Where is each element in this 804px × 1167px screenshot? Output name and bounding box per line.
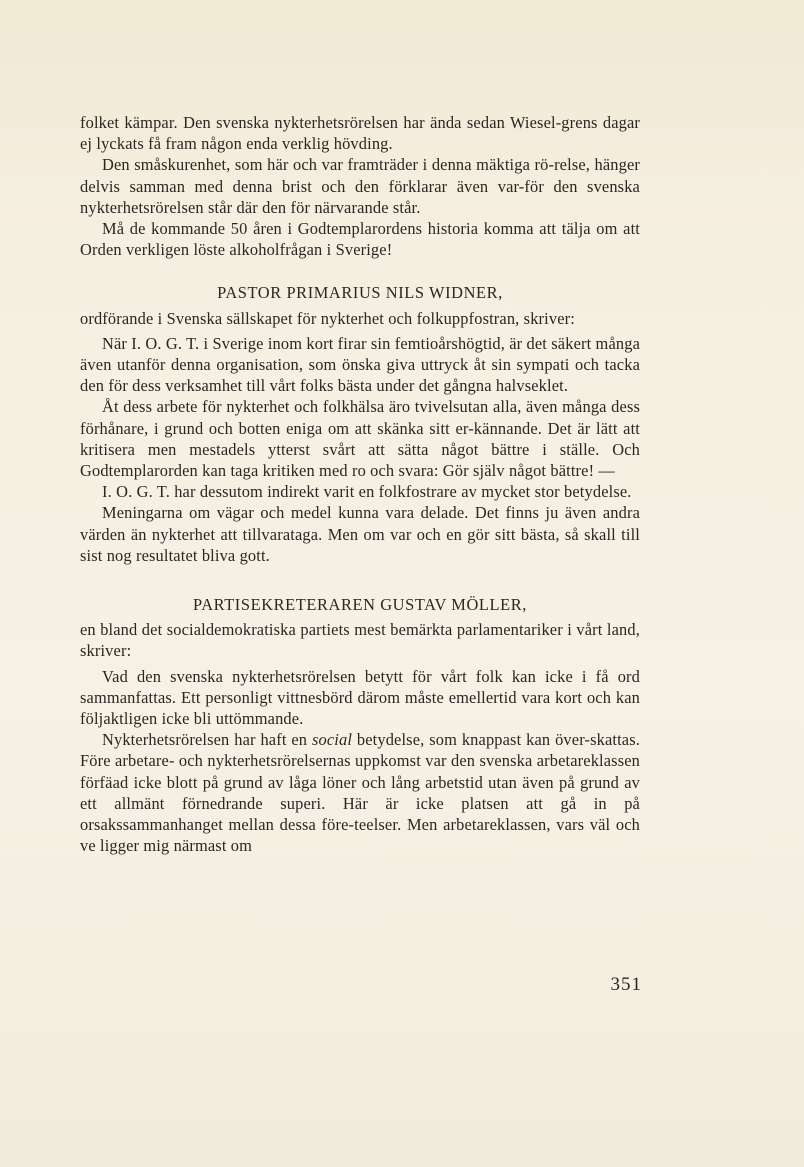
paragraph: Åt dess arbete för nykterhet och folkhälsa äro tvivelsutan alla, även många dess förhånare, i grund och botten eniga om att skänka sitt er-kännande. Det är lätt att kritisera men mestadels ytterst svårt att sätta något bättre i ställe. Och Godtemplarorden kan taga kritiken med ro och svara: Gör själv något bättre! — [80, 397, 640, 481]
section-heading-widner: PASTOR PRIMARIUS NILS WIDNER, [217, 283, 503, 303]
paragraph: Den småskurenhet, som här och var framträder i denna mäktiga rö-relse, hänger delvis samman med denna brist och den förklarar även var-för den svenska nykterhetsrörelsen står där den för närvarande står. [80, 155, 640, 217]
paragraph: När I. O. G. T. i Sverige inom kort firar sin femtioårshögtid, är det säkert många även utanför denna organisation, som önska giva uttryck åt sin sympati och tacka den för dess verksamhet till vårt folks bästa under det gångna halvseklet. [80, 333, 640, 396]
page-number: 351 [610, 974, 642, 995]
section-subheading: ordförande i Svenska sällskapet för nykterhet och folkuppfostran, skriver: [80, 308, 575, 328]
section-heading-moller: PARTISEKRETERAREN GUSTAV MÖLLER, [193, 595, 527, 615]
paragraph-text: betydelse, som knappast kan över-skattas. Före arbetare- och nykterhetsrörelsernas uppkomst var den svenska arbetareklassen förfäad icke blott på grund av låga löner och lång arbetstid utan även på grund av ett allmänt förnedrande superi. Här är icke platsen att gå in på orsakssammanhanget mellan dessa före-teelser. Men arbetareklassen, vars väl och ve ligger mig närmast om [80, 730, 640, 856]
paragraph: Meningarna om vägar och medel kunna vara delade. Det finns ju även andra värden än nykterhet att tillvarataga. Men om var och en gör sitt bästa, så skall till sist nog resultatet bliva gott. [80, 503, 640, 565]
paragraph: Vad den svenska nykterhetsrörelsen betytt för vårt folk kan icke i få ord sammanfattas. Ett personligt vittnesbörd därom måste emellertid vara kort och kan följaktligen icke bli uttömmande. [80, 666, 640, 729]
paragraph: I. O. G. T. har dessutom indirekt varit en folkfostrare av mycket stor betydelse. [102, 482, 632, 502]
paragraph: Må de kommande 50 åren i Godtemplarordens historia komma att tälja om att Orden verkligen löste alkoholfrågan i Sverige! [80, 219, 640, 260]
paragraph [80, 729, 640, 856]
paragraph-text: Nykterhetsrörelsen har haft en [102, 730, 312, 750]
section-subheading: en bland det socialdemokratiska partiets mest bemärkta parlamentariker i vårt land, skriver: [80, 620, 640, 661]
page-text [80, 112, 640, 857]
italic-word: social [311, 730, 353, 750]
paragraph: folket kämpar. Den svenska nykterhetsrörelsen har ända sedan Wiesel-grens dagar ej lyckats få fram någon enda verklig hövding. [80, 113, 640, 154]
